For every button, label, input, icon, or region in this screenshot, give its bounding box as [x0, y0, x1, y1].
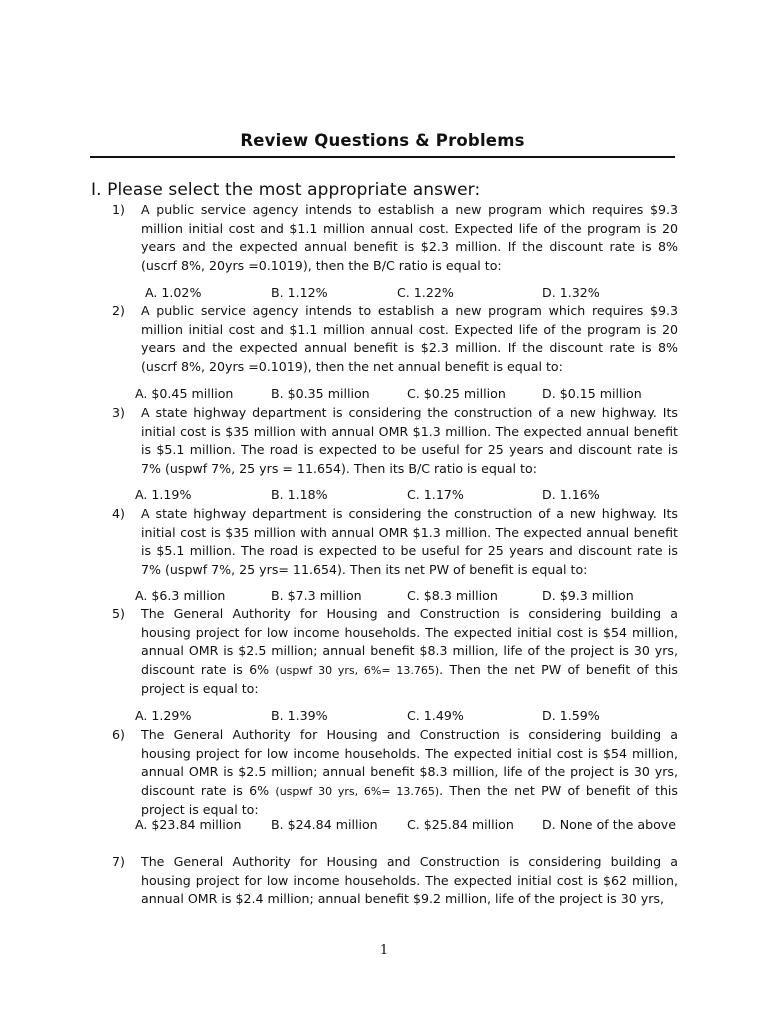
option-b: B. $7.3 million: [271, 588, 362, 603]
question-number: 6): [112, 727, 125, 742]
option-d: D. $9.3 million: [542, 588, 634, 603]
option-c: C. 1.17%: [407, 487, 464, 502]
option-d: D. 1.32%: [542, 285, 600, 300]
option-c: C. $8.3 million: [407, 588, 498, 603]
option-c: C. $25.84 million: [407, 817, 514, 832]
question-text: The General Authority for Housing and Construction is considering building a housing project for low income households. The expected initial cost is $62 million, annual OMR is $2.4 million; annual benefit $9.2 million, life of the project is 30 yrs,: [141, 854, 678, 907]
page-title: Review Questions & Problems: [240, 131, 525, 150]
question-text: The General Authority for Housing and Construction is considering building a housing project for low income households. The expected initial cost is $54 million, annual OMR is $2.5 million; annual benefit $8.3 million, life of the project is 30 yrs, discount rate is 6% (uspwf 30 yrs, 6%= 13.765). Then the net PW of benefit of this project is equal to:: [141, 606, 678, 697]
option-c: C. 1.22%: [397, 285, 454, 300]
page-number: 1: [379, 943, 389, 958]
question-text: A state highway department is considering the construction of a new highway. Its initial cost is $35 million with annual OMR $1.3 million. The expected annual benefit is $5.1 million. The road is expected to be useful for 25 years and discount rate is 7% (uspwf 7%, 25 yrs= 11.654). Then its net PW of benefit is equal to:: [141, 506, 678, 577]
question-text: A state highway department is considering the construction of a new highway. Its initial cost is $35 million with annual OMR $1.3 million. The expected annual benefit is $5.1 million. The road is expected to be useful for 25 years and discount rate is 7% (uspwf 7%, 25 yrs = 11.654). Then its B/C ratio is equal to:: [141, 405, 678, 476]
option-a: A. $0.45 million: [135, 386, 234, 401]
option-b: B. 1.12%: [271, 285, 328, 300]
option-a: A. 1.02%: [145, 285, 202, 300]
question-number: 4): [112, 506, 125, 521]
question-1: [112, 201, 678, 275]
title-underline: [90, 156, 675, 158]
question-7: [112, 853, 678, 909]
question-5: [112, 605, 678, 699]
option-b: B. 1.18%: [271, 487, 328, 502]
option-d: D. 1.16%: [542, 487, 600, 502]
option-b: B. $24.84 million: [271, 817, 378, 832]
question-number: 2): [112, 303, 125, 318]
question-3: [112, 404, 678, 478]
section-heading: I. Please select the most appropriate answer:: [91, 180, 481, 200]
question-number: 1): [112, 202, 125, 217]
question-4: [112, 505, 678, 579]
question-6: [112, 726, 678, 820]
factor-note: (uspwf 30 yrs, 6%= 13.765): [275, 784, 440, 798]
question-2: [112, 302, 678, 376]
question-number: 5): [112, 606, 125, 621]
question-text: The General Authority for Housing and Construction is considering building a housing project for low income households. The expected initial cost is $54 million, annual OMR is $2.5 million; annual benefit $8.3 million, life of the project is 30 yrs, discount rate is 6% (uspwf 30 yrs, 6%= 13.765). Then the net PW of benefit of this project is equal to:: [141, 727, 678, 818]
option-c: C. 1.49%: [407, 708, 464, 723]
question-text: A public service agency intends to establish a new program which requires $9.3 million initial cost and $1.1 million annual cost. Expected life of the program is 20 years and the expected annual benefit is $2.3 million. If the discount rate is 8% (uscrf 8%, 20yrs =0.1019), then the net annual benefit is equal to:: [141, 303, 678, 374]
option-d: D. 1.59%: [542, 708, 600, 723]
option-b: B. $0.35 million: [271, 386, 370, 401]
option-c: C. $0.25 million: [407, 386, 506, 401]
option-a: A. $6.3 million: [135, 588, 226, 603]
option-d: D. None of the above: [542, 817, 676, 832]
question-text: A public service agency intends to establish a new program which requires $9.3 million initial cost and $1.1 million annual cost. Expected life of the program is 20 years and the expected annual benefit is $2.3 million. If the discount rate is 8% (uscrf 8%, 20yrs =0.1019), then the B/C ratio is equal to:: [141, 202, 678, 273]
option-a: A. $23.84 million: [135, 817, 242, 832]
question-number: 3): [112, 405, 125, 420]
option-b: B. 1.39%: [271, 708, 328, 723]
option-a: A. 1.19%: [135, 487, 192, 502]
option-d: D. $0.15 million: [542, 386, 642, 401]
question-number: 7): [112, 854, 125, 869]
option-a: A. 1.29%: [135, 708, 192, 723]
factor-note: (uspwf 30 yrs, 6%= 13.765): [275, 663, 440, 677]
